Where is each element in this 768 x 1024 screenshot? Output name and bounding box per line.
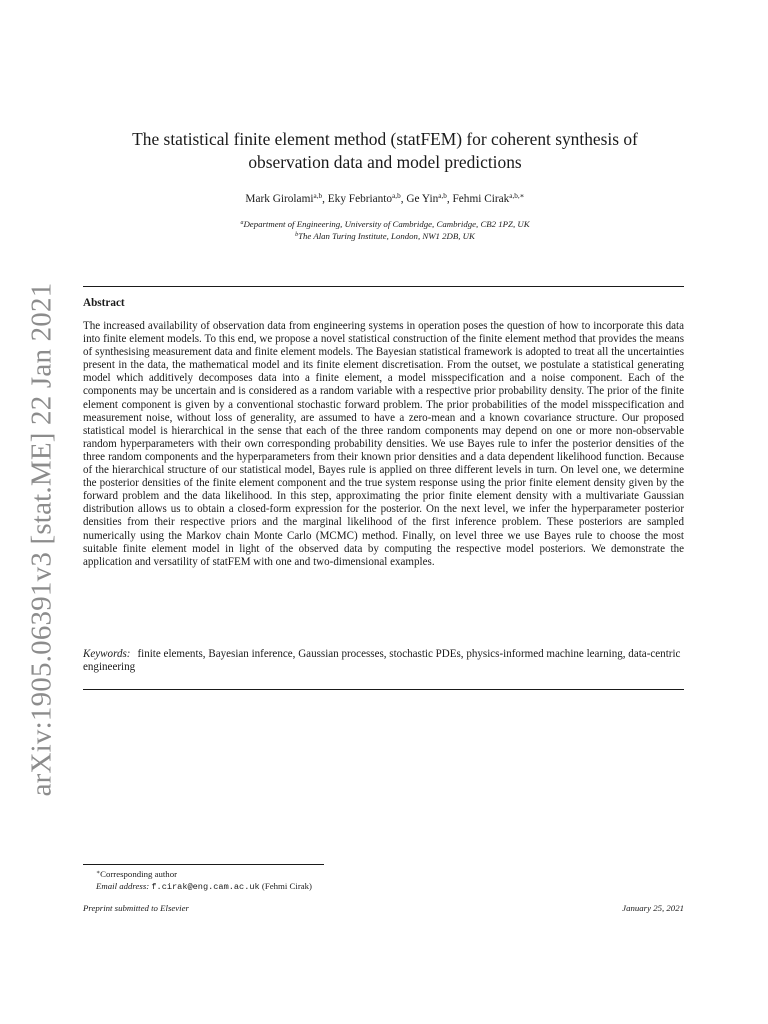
author-name: Fehmi Cirak — [452, 193, 510, 205]
preprint-date: January 25, 2021 — [622, 903, 684, 913]
affiliation-line — [90, 219, 680, 231]
arxiv-id: arXiv:1905.06391v3 [stat.ME] 22 Jan 2021 — [25, 282, 58, 796]
author-affiliation-mark: a,b — [392, 192, 401, 200]
footnote-mark: ∗ — [96, 870, 101, 876]
author-name: Mark Girolami — [245, 193, 314, 205]
abstract-top-rule — [83, 286, 684, 287]
author-name: Ge Yin — [406, 193, 439, 205]
author-affiliation-mark: a,b — [438, 192, 447, 200]
email-owner: (Fehmi Cirak) — [261, 881, 312, 891]
author-list: Mark Girolami$^{a,b}$, Eky Febrianto$^{a,b}$, Ge Yin$^{a,b}$, Fehmi Cirak$^{a,b,∗}$ — [245, 192, 525, 205]
corresponding-author-note — [96, 868, 312, 880]
abstract-heading: Abstract — [83, 297, 125, 309]
author-affiliation-mark: a,b — [313, 192, 323, 200]
email-link[interactable]: f.cirak@eng.cam.ac.uk — [151, 882, 260, 892]
paper-title: The statistical finite element method (statFEM) for coherent synthesis of observation data and model predictions — [132, 129, 638, 172]
abstract-body: The increased availability of observation data from engineering systems in operation poses the question of how to incorporate this data into finite element models. To this end, we propose a novel statistical construction of the finite element method that provides the means of synthesising measurement data and finite element models. The Bayesian statistical framework is adopted to treat all the uncertainties present in the data, the mathematical model and its finite element discretisation. From the outset, we postulate a statistical generating model which additively decomposes data into a finite element, a model misspecification and a noise component. Each of the components may be uncertain and is considered as a random variable with a respective prior probability density. The prior of the finite element component is given by a conventional stochastic forward problem. The prior probabilities of the model misspecification and measurement noise, without loss of generality, are assumed to have a zero-mean and a known covariance structure. Our proposed statistical model is hierarchical in the sense that each of the three random components may depend on one or more non-observable random hyperparameters with their own corresponding probability densities. We use Bayes rule to infer the posterior densities of the three random components and the hyperparameters from their known prior densities and a data dependent likelihood function. Because of the hierarchical structure of our statistical model, Bayes rule is applied on three different levels in turn. On level one, we determine the posterior densities of the finite element component and the true system response using the prior finite element density given by the forward problem and the data likelihood. In this step, approximating the prior finite element density with a multivariate Gaussian distribution allows us to obtain a closed-form expression for the posterior. On the next level, we infer the hyperparameter posterior densities from their respective priors and the marginal likelihood of the first inference problem. These posteriors are sampled numerically using the Markov chain Monte Carlo (MCMC) method. Finally, on level three we use Bayes rule to choose the most suitable finite element model in light of the observed data by computing the respective model posteriors. We demonstrate the application and versatility of statFEM with one and two-dimensional examples. — [83, 320, 684, 568]
abstract-bottom-rule — [83, 689, 684, 690]
arxiv-side-stamp — [14, 282, 70, 796]
preprint-note: Preprint submitted to Elsevier — [83, 903, 189, 913]
author-affiliation-mark: a,b,∗ — [509, 192, 525, 200]
affiliation-line — [90, 231, 680, 243]
affiliation-mark: b — [295, 231, 299, 238]
corresponding-author-text: Corresponding author — [100, 869, 178, 879]
affiliation-list — [90, 219, 680, 242]
email-label: Email address: — [96, 881, 150, 891]
affiliation-text: Department of Engineering, University of Cambridge, Cambridge, CB2 1PZ, UK — [243, 219, 530, 229]
affiliation-text: The Alan Turing Institute, London, NW1 2DB, UK — [298, 230, 475, 241]
email-note — [96, 880, 312, 893]
affiliation-mark: a — [240, 220, 244, 226]
footnote — [96, 868, 312, 893]
footnote-rule — [83, 864, 324, 865]
keywords-label: Keywords: — [83, 648, 131, 660]
author-name: Eky Febrianto — [327, 193, 393, 205]
keywords-text: finite elements, Bayesian inference, Gaussian processes, stochastic PDEs, physics-informed machine learning, data-centric engineering — [83, 648, 681, 674]
keywords — [83, 648, 684, 674]
